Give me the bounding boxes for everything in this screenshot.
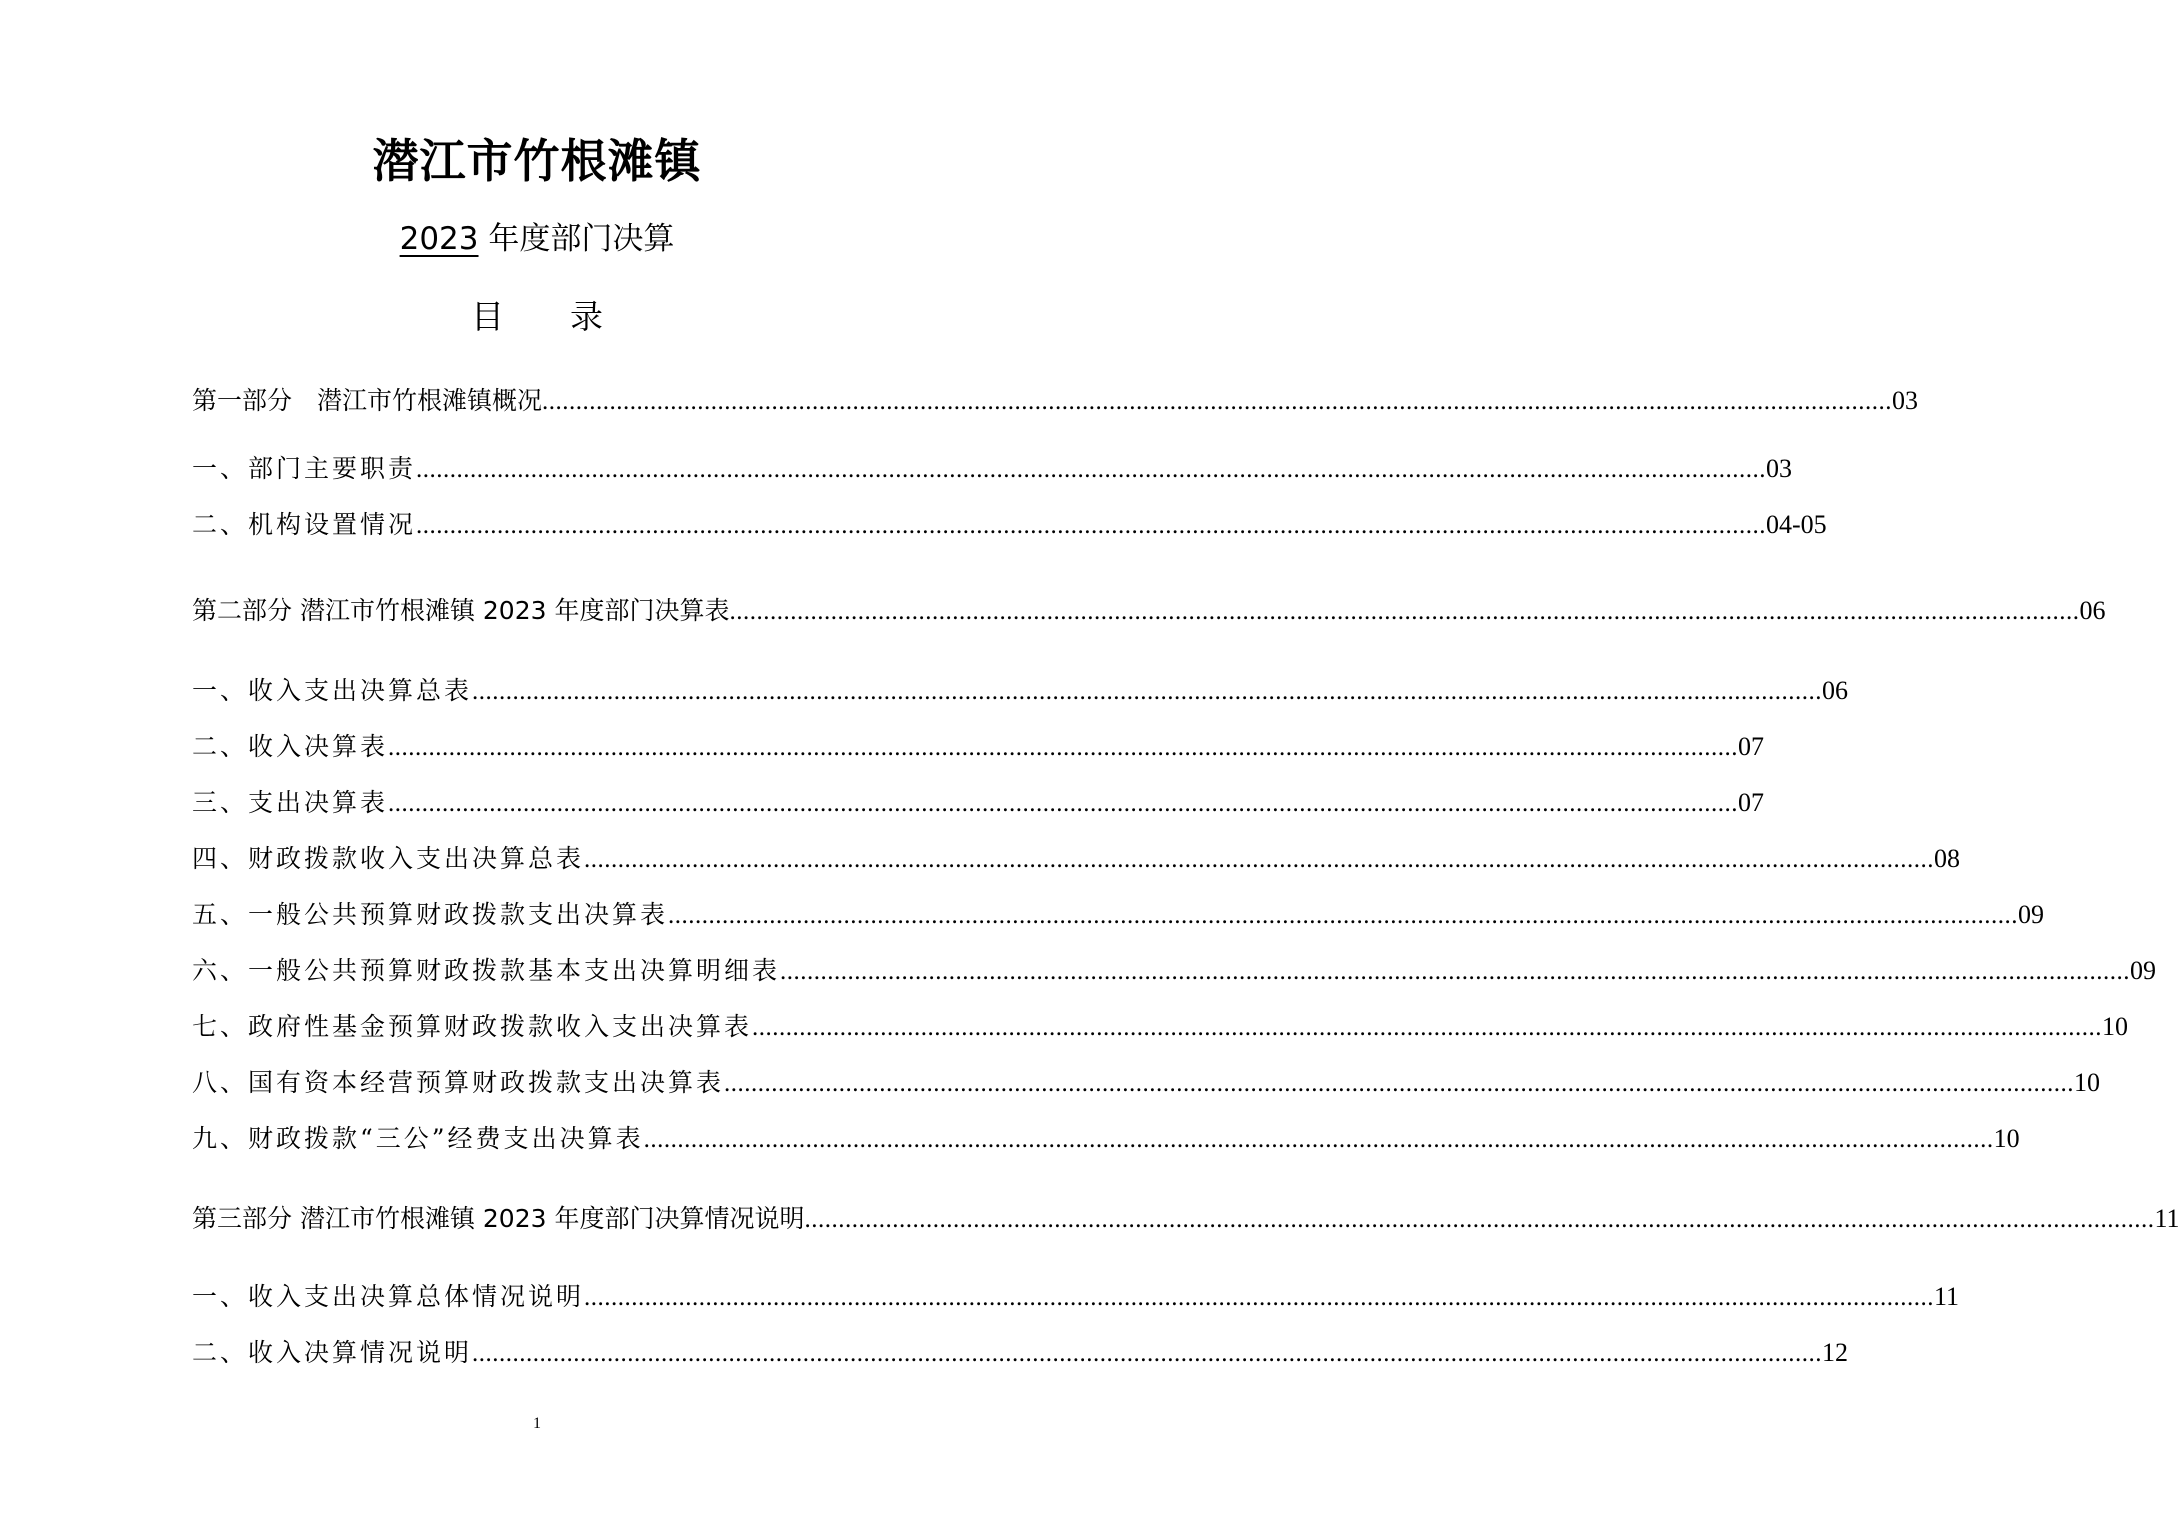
toc-leader-dots: ........................................................................................................................................................................................................: [416, 512, 1767, 539]
toc-leader-dots: ........................................................................................................................................................................................................: [729, 598, 2080, 625]
toc-entry-label: 二、收入决算表: [192, 732, 389, 761]
toc-entry-page: 07: [1738, 732, 1765, 761]
toc-leader-dots: ........................................................................................................................................................................................................: [643, 1126, 1994, 1153]
toc-entry-label: 二、收入决算情况说明: [192, 1338, 473, 1367]
toc-part-entry[interactable]: [192, 1204, 2180, 1233]
toc-leader-dots: ........................................................................................................................................................................................................: [584, 1284, 1935, 1311]
toc-entry-label: 一、收入支出决算总表: [192, 676, 473, 705]
toc-entry-page: 12: [1822, 1338, 1849, 1367]
toc-entry[interactable]: [192, 1012, 2129, 1041]
toc-leader-dots: ........................................................................................................................................................................................................: [668, 902, 2019, 929]
toc-entry-page: 11: [2154, 1204, 2180, 1233]
page-number: 1: [533, 1415, 541, 1432]
toc-heading-left: 目: [471, 297, 504, 336]
toc-leader-dots: ........................................................................................................................................................................................................: [542, 388, 1893, 415]
toc-heading: [0, 297, 1074, 336]
toc-entry-label: 第三部分 潜江市竹根滩镇 2023 年度部门决算情况说明: [192, 1204, 805, 1233]
toc-entry[interactable]: [192, 510, 1827, 539]
toc-entry-page: 09: [2130, 956, 2157, 985]
document-title: 潜江市竹根滩镇: [372, 134, 702, 188]
toc-leader-dots: ........................................................................................................................................................................................................: [804, 1206, 2155, 1233]
toc-entry-page: 08: [1934, 844, 1961, 873]
toc-entry[interactable]: [192, 454, 1793, 483]
toc-entry-page: 10: [1993, 1124, 2020, 1153]
toc-entry[interactable]: [192, 956, 2157, 985]
toc-leader-dots: ........................................................................................................................................................................................................: [472, 678, 1823, 705]
toc-entry-label: 第一部分 潜江市竹根滩镇概况: [192, 386, 543, 415]
toc-entry-page: 06: [2079, 596, 2106, 625]
toc-entry[interactable]: [192, 1124, 2020, 1153]
toc-entry-page: 11: [1934, 1282, 1960, 1311]
toc-entry[interactable]: [192, 732, 1765, 761]
toc-leader-dots: ........................................................................................................................................................................................................: [780, 958, 2131, 985]
toc-leader-dots: ........................................................................................................................................................................................................: [388, 790, 1739, 817]
toc-entry-page: 09: [2018, 900, 2045, 929]
toc-entry-label: 九、财政拨款“三公”经费支出决算表: [192, 1124, 644, 1153]
toc-heading-right: 录: [570, 297, 603, 336]
toc-part-entry[interactable]: [192, 596, 2106, 625]
toc-entry-label: 一、部门主要职责: [192, 454, 417, 483]
toc-part-entry[interactable]: [192, 386, 1919, 415]
toc-entry-label: 七、政府性基金预算财政拨款收入支出决算表: [192, 1012, 753, 1041]
toc-entry[interactable]: [192, 1282, 1960, 1311]
toc-entry-page: 06: [1822, 676, 1849, 705]
toc-entry-page: 07: [1738, 788, 1765, 817]
toc-leader-dots: ........................................................................................................................................................................................................: [472, 1340, 1823, 1367]
toc-entry-page: 04-05: [1766, 510, 1827, 539]
toc-leader-dots: ........................................................................................................................................................................................................: [388, 734, 1739, 761]
toc-entry-label: 三、支出决算表: [192, 788, 389, 817]
document-subtitle: [0, 221, 1074, 257]
toc-leader-dots: ........................................................................................................................................................................................................: [584, 846, 1935, 873]
toc-leader-dots: ........................................................................................................................................................................................................: [724, 1070, 2075, 1097]
toc-entry-label: 四、财政拨款收入支出决算总表: [192, 844, 585, 873]
toc-entry-page: 10: [2102, 1012, 2129, 1041]
toc-entry-label: 二、机构设置情况: [192, 510, 417, 539]
toc-entry[interactable]: [192, 844, 1961, 873]
toc-entry-page: 10: [2074, 1068, 2101, 1097]
toc-entry[interactable]: [192, 788, 1765, 817]
toc-entry[interactable]: [192, 1338, 1849, 1367]
toc-entry-label: 五、一般公共预算财政拨款支出决算表: [192, 900, 669, 929]
subtitle-text: 年度部门决算: [478, 221, 675, 257]
toc-leader-dots: ........................................................................................................................................................................................................: [752, 1014, 2103, 1041]
toc-entry-page: 03: [1892, 386, 1919, 415]
toc-entry[interactable]: [192, 900, 2045, 929]
toc-entry[interactable]: [192, 1068, 2101, 1097]
toc-entry-label: 第二部分 潜江市竹根滩镇 2023 年度部门决算表: [192, 596, 730, 625]
subtitle-year: 2023: [399, 221, 479, 257]
toc-leader-dots: ........................................................................................................................................................................................................: [416, 456, 1767, 483]
toc-entry-label: 一、收入支出决算总体情况说明: [192, 1282, 585, 1311]
toc-entry-label: 八、国有资本经营预算财政拨款支出决算表: [192, 1068, 725, 1097]
toc-entry[interactable]: [192, 676, 1849, 705]
toc-entry-page: 03: [1766, 454, 1793, 483]
toc-entry-label: 六、一般公共预算财政拨款基本支出决算明细表: [192, 956, 781, 985]
